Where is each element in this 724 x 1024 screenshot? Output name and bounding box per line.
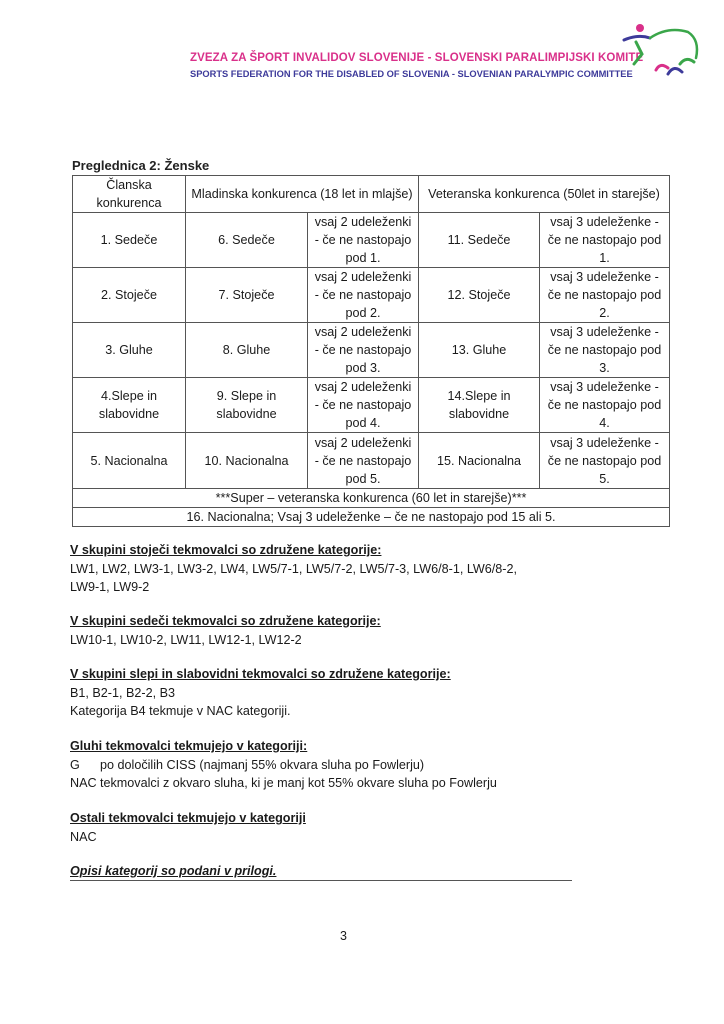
table-row	[73, 213, 670, 268]
table-row	[73, 323, 670, 378]
section-text: B1, B2-1, B2-2, B3	[70, 685, 176, 700]
section-sedeci	[70, 612, 381, 649]
last-row-cell: 16. Nacionalna; Vsaj 3 udeleženke – če ne nastopajo pod 15 ali 5.	[73, 508, 670, 527]
header-mladinska: Mladinska konkurenca (18 let in mlajše)	[186, 176, 419, 213]
category-description: po določilih CISS (najmanj 55% okvara sluha po Fowlerju)	[100, 757, 425, 772]
cell-veteranska-note: vsaj 3 udeleženke - če ne nastopajo pod 3.	[540, 323, 670, 378]
super-veteran-row	[73, 489, 670, 508]
cell-veteranska: 12. Stoječe	[419, 268, 540, 323]
cell-mladinska: 9. Slepe in slabovidne	[186, 378, 308, 433]
section-text: LW9-1, LW9-2	[70, 580, 150, 594]
section-heading: V skupini stoječi tekmovalci so združene kategorije:	[70, 543, 382, 557]
page-number: 3	[340, 929, 347, 943]
cell-veteranska: 15. Nacionalna	[419, 433, 540, 489]
category-code: NAC	[70, 776, 97, 790]
cell-clanska: 3. Gluhe	[73, 323, 186, 378]
cell-clanska: 2. Stoječe	[73, 268, 186, 323]
section-text: Kategorija B4 tekmuje v NAC kategoriji.	[70, 704, 291, 718]
table-row	[73, 433, 670, 489]
cell-mladinska: 8. Gluhe	[186, 323, 308, 378]
category-code: G	[70, 757, 80, 772]
header-clanska: Članska konkurenca	[73, 176, 186, 213]
section-ostali	[70, 809, 306, 846]
paralympic-logo-icon	[616, 18, 708, 82]
header-veteranska: Veteranska konkurenca (50let in starejše)	[419, 176, 670, 213]
cell-mladinska-note: vsaj 2 udeleženki - če ne nastopajo pod 2.	[308, 268, 419, 323]
cell-clanska: 5. Nacionalna	[73, 433, 186, 489]
cell-clanska: 1. Sedeče	[73, 213, 186, 268]
super-veteran-cell: ***Super – veteranska konkurenca (60 let in starejše)***	[73, 489, 670, 508]
cell-veteranska-note: vsaj 3 udeleženke - če ne nastopajo pod 5.	[540, 433, 670, 489]
category-row	[70, 756, 497, 775]
cell-mladinska-note: vsaj 2 udeleženki - če ne nastopajo pod 5.	[308, 433, 419, 489]
section-text: LW10-1, LW10-2, LW11, LW12-1, LW12-2	[70, 632, 302, 647]
section-heading: Gluhi tekmovalci tekmujejo v kategoriji:	[70, 739, 308, 753]
cell-mladinska-note: vsaj 2 udeleženki - če ne nastopajo pod 4.	[308, 378, 419, 433]
cell-mladinska: 10. Nacionalna	[186, 433, 308, 489]
cell-mladinska-note: vsaj 2 udeleženki - če ne nastopajo pod 3.	[308, 323, 419, 378]
category-row	[70, 774, 497, 793]
cell-veteranska: 14.Slepe in slabovidne	[419, 378, 540, 433]
section-text: NAC	[70, 829, 97, 844]
section-heading: V skupini slepi in slabovidni tekmovalci so združene kategorije:	[70, 667, 451, 681]
category-description: tekmovalci z okvaro sluha, ki je manj kot 55% okvare sluha po Fowlerju	[100, 776, 497, 790]
last-row	[73, 508, 670, 527]
section-slepi	[70, 665, 451, 721]
section-heading: V skupini sedeči tekmovalci so združene kategorije:	[70, 614, 381, 628]
cell-veteranska-note: vsaj 3 udeleženke - če ne nastopajo pod 1.	[540, 213, 670, 268]
cell-mladinska: 7. Stoječe	[186, 268, 308, 323]
categories-table	[72, 175, 670, 527]
divider	[70, 880, 572, 881]
section-gluhi	[70, 737, 497, 793]
section-stojeci	[70, 541, 517, 597]
table-title: Preglednica 2: Ženske	[72, 158, 210, 173]
section-text: LW1, LW2, LW3-1, LW3-2, LW4, LW5/7-1, LW5/7-2, LW5/7-3, LW6/8-1, LW6/8-2,	[70, 561, 517, 576]
cell-veteranska: 13. Gluhe	[419, 323, 540, 378]
org-name-slovenian: ZVEZA ZA ŠPORT INVALIDOV SLOVENIJE - SLOVENSKI PARALIMPIJSKI KOMITE	[190, 52, 644, 64]
table-row	[73, 268, 670, 323]
cell-mladinska-note: vsaj 2 udeleženki - če ne nastopajo pod 1.	[308, 213, 419, 268]
table-row	[73, 378, 670, 433]
table-header-row	[73, 176, 670, 213]
section-heading: Ostali tekmovalci tekmujejo v kategoriji	[70, 811, 306, 825]
appendix-note: Opisi kategorij so podani v prilogi.	[70, 864, 277, 878]
cell-clanska: 4.Slepe in slabovidne	[73, 378, 186, 433]
cell-veteranska-note: vsaj 3 udeleženke - če ne nastopajo pod 4.	[540, 378, 670, 433]
org-name-english: SPORTS FEDERATION FOR THE DISABLED OF SLOVENIA - SLOVENIAN PARALYMPIC COMMITTEE	[190, 69, 633, 79]
cell-veteranska: 11. Sedeče	[419, 213, 540, 268]
cell-mladinska: 6. Sedeče	[186, 213, 308, 268]
cell-veteranska-note: vsaj 3 udeleženke - če ne nastopajo pod 2.	[540, 268, 670, 323]
